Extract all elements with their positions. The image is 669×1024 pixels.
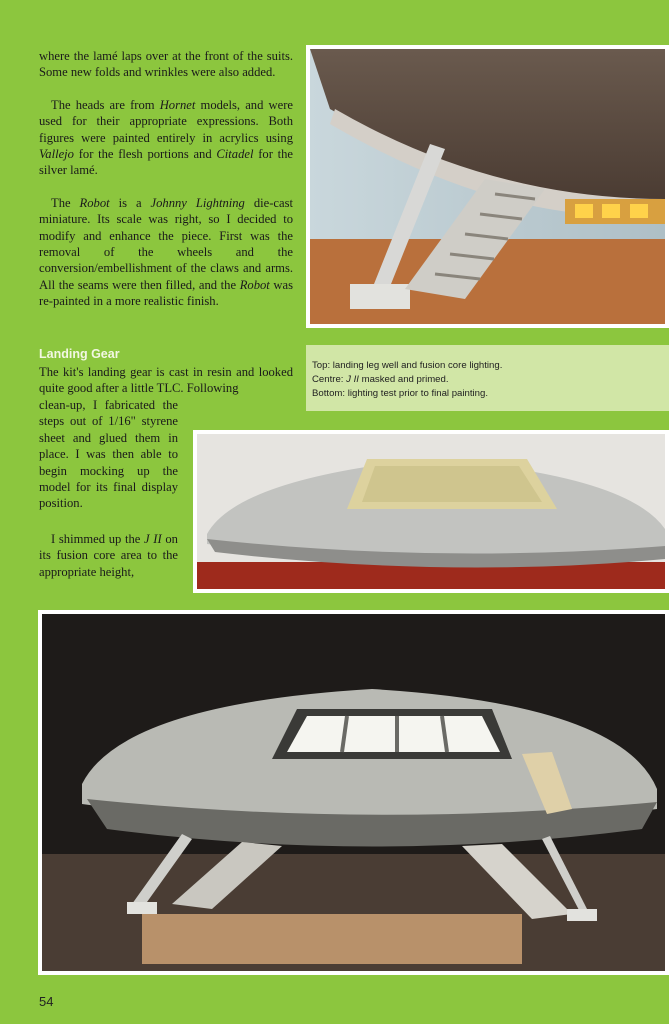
masked-primed-image — [197, 434, 665, 589]
landing-gear-text-2: clean-up, I fabricated the steps out of 1/16" styrene sheet and glued them in place. I was then able to begin mocking up the model for its final display position. — [39, 398, 178, 511]
body-text-column — [39, 48, 293, 326]
page-number: 54 — [39, 994, 54, 1009]
caption-centre: Centre: J II masked and primed. — [312, 374, 449, 386]
section-heading: Landing Gear — [39, 347, 120, 361]
photo-masked-primed — [193, 430, 669, 593]
caption-top: Top: landing leg well and fusion core lighting. — [312, 360, 503, 371]
paragraph-3: The Robot is a Johnny Lightning die-cast miniature. Its scale was right, so I decided to modify and enhance the piece. First was the removal of the wheels and the conversion/embellishment of the claws and arms. All the seams were then filled, and the Robot was re-painted in a more realistic finish. — [39, 195, 294, 309]
photo-lighting-test — [38, 610, 669, 975]
photo-caption — [306, 345, 669, 411]
caption-bottom: Bottom: lighting test prior to final painting. — [312, 388, 488, 400]
lighting-test-image — [42, 614, 665, 971]
paragraph-1: where the lamé laps over at the front of the suits. Some new folds and wrinkles were also added. — [39, 49, 293, 80]
landing-leg-image — [310, 49, 665, 324]
photo-landing-leg — [306, 45, 669, 328]
paragraph-5: I shimmed up the J II on its fusion core area to the appropriate height, — [39, 532, 178, 579]
paragraph-2: The heads are from Hornet models, and were used for their appropriate expressions. Both figures were painted entirely in acrylics using Vallejo for the flesh portions and Citadel for the silver lamé. — [39, 97, 294, 178]
landing-gear-text-1: The kit's landing gear is cast in resin and looked quite good after a little TLC. Following — [39, 365, 293, 396]
